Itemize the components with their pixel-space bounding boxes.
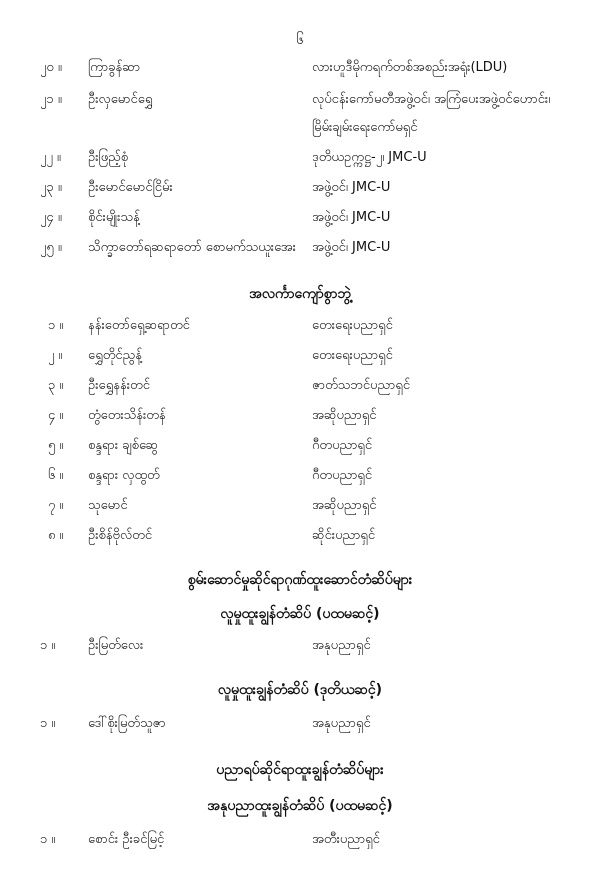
person-name: ဦးလှမောင်ရွှေ: [88, 92, 153, 107]
person-role: ဂီတပညာရှင်: [312, 438, 373, 453]
person-role: အနုပညာရှင်: [312, 638, 371, 653]
person-name: စန္ဒရား လှထွတ်: [88, 468, 160, 483]
person-name: တွံတေးသိန်းတန်: [88, 408, 166, 423]
item-number: ၅ ။: [48, 438, 64, 453]
item-number: ၁ ။: [48, 318, 64, 333]
person-name: ကြာခွန်ဆာ: [88, 60, 141, 75]
list-item: [0, 496, 600, 516]
item-number: ၂ ။: [48, 348, 63, 363]
list-item: [0, 148, 600, 168]
item-number: ၂၃ ။: [40, 180, 62, 195]
list-item: [0, 436, 600, 456]
item-number: ၂၂ ။: [40, 150, 61, 165]
item-number: ၂၀ ။: [40, 60, 62, 75]
person-name: စောင်း ဦးခင်မြင့်: [88, 832, 165, 847]
person-name: ဦးစိန်ဗိုလ်တင်: [88, 528, 153, 543]
person-role: အတီးပညာရှင်: [312, 832, 380, 847]
list-item: [0, 238, 600, 258]
person-role-continued: မြိမ်းချမ်းရေးကော်မရှင်: [312, 120, 418, 135]
person-name: ဦးရွှေနန်းတင်: [88, 378, 150, 393]
person-name: စိုင်းမျိုးသန့်: [88, 210, 140, 225]
person-role: ဇာတ်သဘင်ပညာရှင်: [312, 378, 411, 393]
item-number: ၆ ။: [48, 468, 64, 483]
person-role: တေးရေးပညာရှင်: [312, 318, 393, 333]
person-name: ဦးမောင်မောင်ငြိမ်း: [88, 180, 173, 195]
list-item-continuation: [0, 118, 600, 138]
person-name: ဦးမြတ်လေး: [88, 638, 144, 653]
list-item: [0, 636, 600, 656]
person-role: အဖွဲ့ဝင်၊ JMC-U: [312, 240, 391, 255]
person-name: ဒေါ်စိုးမြတ်သူဇာ: [88, 716, 166, 731]
subheading-social-first: လူမှုထူးချွန်တံဆိပ် (ပထမဆင့်): [220, 606, 380, 622]
person-role: လုပ်ငန်းကော်မတီအဖွဲ့ဝင်၊ အကြံပေးအဖွဲ့ဝင်ဟောင်း၊: [312, 92, 551, 107]
person-name: ဦးဖြည့်စုံ: [88, 150, 129, 165]
person-role: ဒုတိယဥက္ကဋ္ဌ-၂၊ JMC-U: [312, 150, 427, 165]
item-number: ၃ ။: [48, 378, 64, 393]
list-item: [0, 526, 600, 546]
subheading-art-first: အနုပညာထူးချွန်တံဆိပ် (ပထမဆင့်): [207, 798, 393, 814]
subheading-social-second: လူမှုထူးချွန်တံဆိပ် (ဒုတိယဆင့်): [217, 682, 383, 698]
person-name: သုမောင်: [88, 498, 128, 513]
item-number: ၁ ။: [40, 716, 56, 731]
list-item: [0, 178, 600, 198]
person-role: ဂီတပညာရှင်: [312, 468, 373, 483]
list-item: [0, 376, 600, 396]
list-item: [0, 406, 600, 426]
person-role: ဆိုင်းပညာရှင်: [312, 528, 376, 543]
person-role: အနုပညာရှင်: [312, 716, 371, 731]
section-heading-knowledge: ပညာရပ်ဆိုင်ရာထူးချွန်တံဆိပ်များ: [216, 762, 384, 778]
list-item: [0, 346, 600, 366]
list-item: [0, 208, 600, 228]
section-heading-excellence: စွမ်းဆောင်မှုဆိုင်ရာဂုဏ်ထူးဆောင်တံဆိပ်များ: [187, 572, 413, 588]
item-number: ၇ ။: [48, 498, 64, 513]
section-heading-performers: အလင်္ကာကျော်စွာဘွဲ့: [249, 286, 351, 302]
person-role: အဖွဲ့ဝင်၊ JMC-U: [312, 180, 391, 195]
person-role: အဆိုပညာရှင်: [312, 408, 377, 423]
person-name: နန်းတော်ရှေ့ဆရာတင်: [88, 318, 190, 333]
item-number: ၂၁ ။: [40, 92, 62, 107]
item-number: ၁ ။: [40, 638, 56, 653]
person-name: စန္ဒရား ချစ်ဆွေ: [88, 438, 159, 453]
person-role: တေးရေးပညာရှင်: [312, 348, 393, 363]
item-number: ၈ ။: [48, 528, 64, 543]
person-name: သိက္ခာတော်ရဆရာတော် စောမက်သယူးအေး: [88, 240, 296, 255]
list-item: [0, 58, 600, 78]
item-number: ၂၅ ။: [40, 240, 62, 255]
person-role: အဆိုပညာရှင်: [312, 498, 377, 513]
list-item: [0, 90, 600, 110]
list-item: [0, 316, 600, 336]
person-role: လားဟူဒီမိုကရက်တစ်အစည်းအရုံး(LDU): [312, 60, 508, 75]
item-number: ၂၄ ။: [40, 210, 62, 225]
person-role: အဖွဲ့ဝင်၊ JMC-U: [312, 210, 391, 225]
page-number: ၆: [296, 32, 304, 48]
list-item: [0, 714, 600, 734]
item-number: ၁ ။: [40, 832, 56, 847]
list-item: [0, 466, 600, 486]
list-item: [0, 830, 600, 850]
person-name: ရွှေတိုင်ညွန့်: [88, 348, 142, 363]
item-number: ၄ ။: [48, 408, 64, 423]
